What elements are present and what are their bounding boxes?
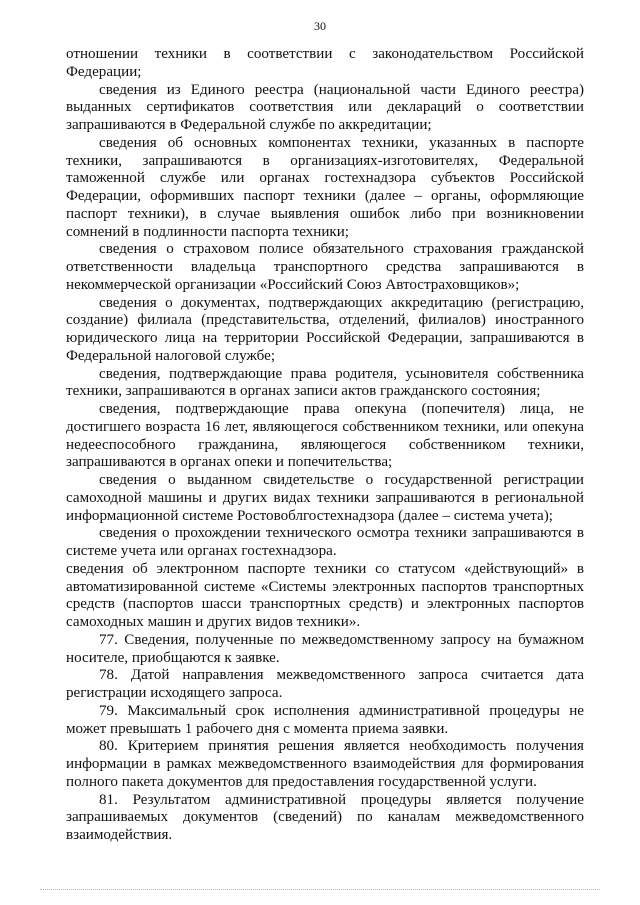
paragraph-77: 77. Сведения, полученные по межведомственному запросу на бумажном носителе, приобщаются к заявке. <box>66 631 584 666</box>
paragraph: сведения о выданном свидетельстве о государственной регистрации самоходной машины и других видах техники запрашиваются в региональной информационной системе Ростовоблгостехнадзора (далее – система учета); <box>66 472 584 524</box>
paragraph-78: 78. Датой направления межведомственного запроса считается дата регистрации исходящего запроса. <box>66 667 584 701</box>
paragraph-79: 79. Максимальный срок исполнения административной процедуры не может превышать 1 рабочего дня с момента приема заявки. <box>66 702 584 737</box>
paragraph-80: 80. Критерием принятия решения является необходимость получения информации в рамках межведомственного взаимодействия для формирования полного пакета документов для предоставления государственной услуги. <box>66 738 584 790</box>
paragraph: сведения, подтверждающие права родителя, усыновителя собственника техники, запрашиваются в органах записи актов гражданского состояния; <box>66 365 584 400</box>
page-number: 30 <box>314 19 326 33</box>
paragraph-continuation: отношении техники в соответствии с законодательством Российской Федерации; <box>66 46 584 80</box>
document-body <box>66 46 584 845</box>
paragraph: сведения об основных компонентах техники, указанных в паспорте техники, запрашиваются в организациях-изготовителях, Федеральной таможенной службе или органах гостехнадзора субъектов Российской Федерации, оформивших паспорт техники (далее – органы, оформляющие паспорт техники), в случае выявления ошибок либо при возникновении сомнений в подлинности паспорта техники; <box>66 134 584 240</box>
footer-divider <box>40 889 600 890</box>
paragraph: сведения об электронном паспорте техники со статусом «действующий» в автоматизированной системе «Системы электронных паспортов транспортных средств (паспортов шасси транспортных средств) и электронных паспортов самоходных машин и других видов техники». <box>66 560 584 630</box>
paragraph: сведения о страховом полисе обязательного страхования гражданской ответственности владельца транспортного средства запрашиваются в некоммерческой организации «Российский Союз Автостраховщиков»; <box>66 241 584 293</box>
paragraph: сведения, подтверждающие права опекуна (попечителя) лица, не достигшего возраста 16 лет, являющегося собственником техники, или опекуна недееспособного гражданина, являющегося собственником техники, запрашиваются в органах опеки и попечительства; <box>66 401 584 471</box>
paragraph: сведения о прохождении технического осмотра техники запрашиваются в системе учета или органах гостехнадзора. <box>66 525 584 559</box>
paragraph: сведения о документах, подтверждающих аккредитацию (регистрацию, создание) филиала (представительства, отделений, филиалов) иностранного юридического лица на территории Российской Федерации, запрашиваются в Федеральной налоговой службе; <box>66 294 584 364</box>
paragraph: сведения из Единого реестра (национальной части Единого реестра) выданных сертификатов соответствия или деклараций о соответствии запрашиваются в Федеральной службе по аккредитации; <box>66 81 584 133</box>
paragraph-81: 81. Результатом административной процедуры является получение запрашиваемых документов (сведений) по каналам межведомственного взаимодействия. <box>66 791 584 843</box>
